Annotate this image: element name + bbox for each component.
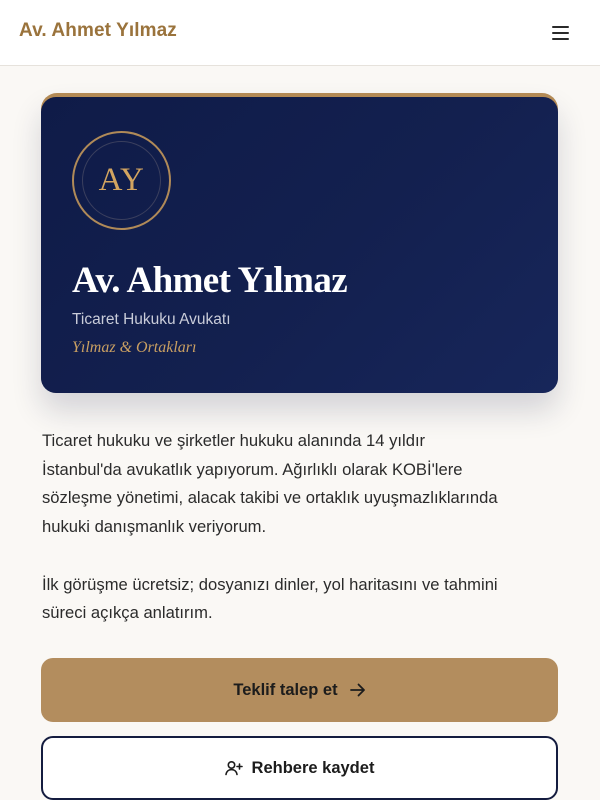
profile-name: Av. Ahmet Yılmaz — [72, 260, 348, 301]
bio-text — [42, 427, 562, 628]
avatar-initials: AY — [82, 141, 161, 220]
brand-title[interactable]: Av. Ahmet Yılmaz — [19, 20, 177, 41]
save-contact-button[interactable] — [41, 736, 558, 800]
avatar — [72, 131, 171, 230]
bio-line: Ticaret hukuku ve şirketler hukuku alanında 14 yıldır — [42, 431, 426, 450]
bio-line: sözleşme yönetimi, alacak takibi ve ortaklık uyuşmazlıklarında — [42, 488, 498, 508]
request-quote-button[interactable] — [41, 658, 558, 722]
profile-title: Ticaret Hukuku Avukatı — [72, 311, 231, 328]
profile-firm: Yılmaz & Ortakları — [72, 339, 197, 356]
bio-line: hukuki danışmanlık veriyorum. — [42, 517, 267, 537]
profile-card-body — [41, 97, 558, 393]
top-bar — [0, 0, 600, 66]
menu-icon-bar — [552, 38, 569, 40]
request-quote-label: Teklif talep et — [233, 680, 338, 699]
bio-line: İstanbul'da avukatlık yapıyorum. Ağırlıklı olarak KOBİ'lere — [42, 459, 463, 479]
bio-line: İlk görüşme ücretsiz; dosyanızı dinler, yol haritasını ve tahmini — [42, 574, 498, 594]
paragraph-gap — [42, 542, 562, 571]
menu-button[interactable] — [549, 22, 573, 44]
menu-icon-bar — [552, 26, 569, 28]
profile-card — [41, 93, 558, 393]
bio-line: süreci açıkça anlatırım. — [42, 603, 213, 623]
arrow-right-icon — [350, 683, 366, 697]
add-contact-icon — [225, 760, 243, 776]
save-contact-label: Rehbere kaydet — [251, 758, 375, 777]
menu-icon-bar — [552, 32, 569, 34]
